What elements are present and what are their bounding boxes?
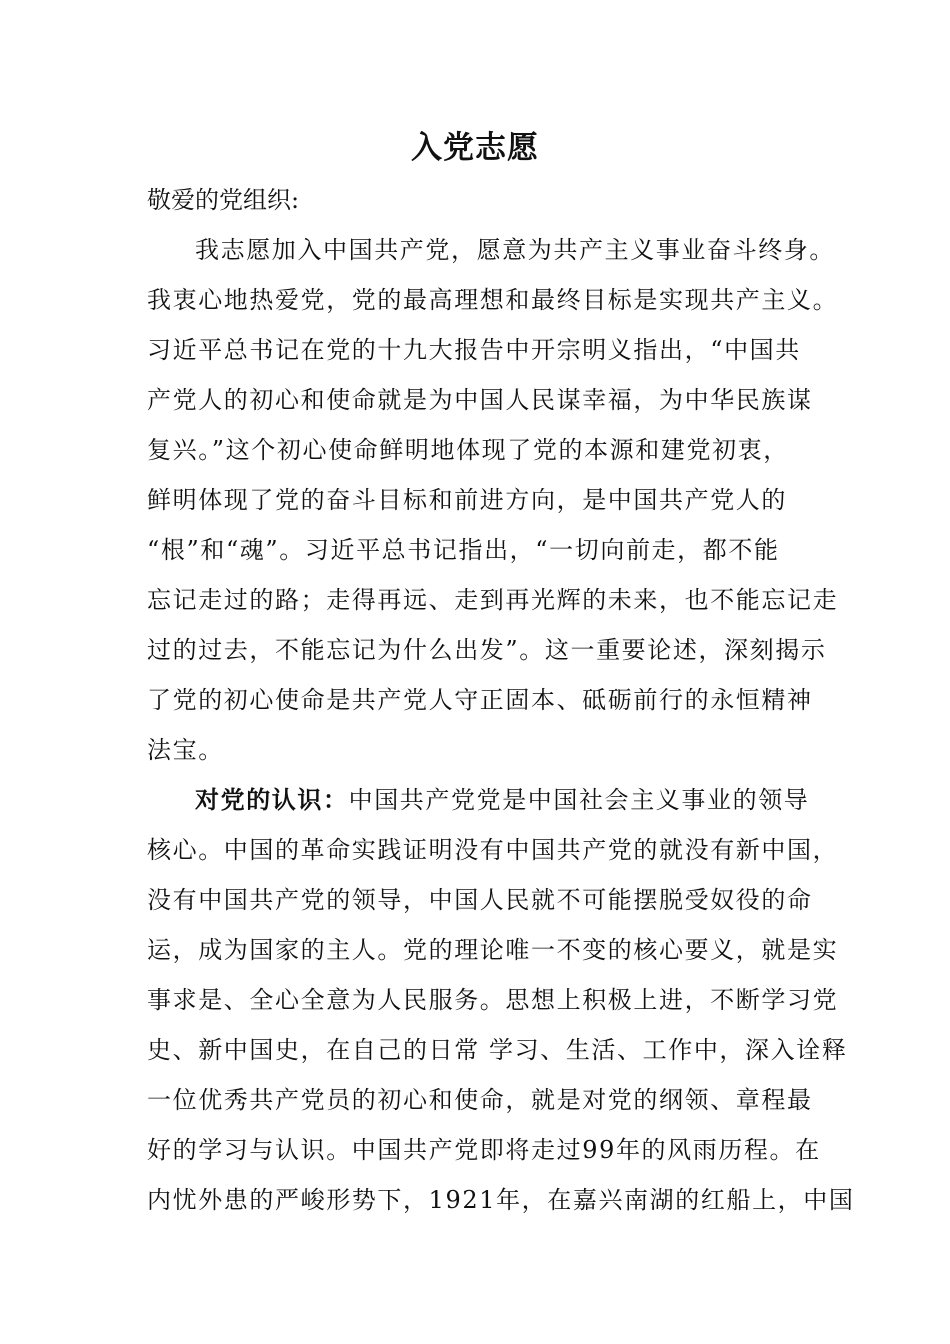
paragraph-line: 我衷心地热爱党，党的最高理想和最终目标是实现共产主义。 bbox=[147, 286, 839, 314]
paragraph-line: “根”和“魂”。习近平总书记指出，“一切向前走，都不能 bbox=[147, 536, 780, 564]
paragraph-line: 过的过去，不能忘记为什么出发”。这一重要论述，深刻揭示 bbox=[147, 636, 827, 664]
salutation: 敬爱的党组织: bbox=[147, 186, 300, 214]
paragraph-line: 没有中国共产党的领导，中国人民就不可能摆脱受奴役的命 bbox=[147, 886, 813, 914]
paragraph-line: 事求是、全心全意为人民服务。思想上积极上进，不断学习党 bbox=[147, 986, 839, 1014]
paragraph-line: 鲜明体现了党的奋斗目标和前进方向，是中国共产党人的 bbox=[147, 486, 787, 514]
paragraph-first-line bbox=[195, 780, 875, 820]
paragraph-line: 史、新中国史，在自己的日常 学习、生活、工作中，深入诠释 bbox=[147, 1036, 848, 1064]
paragraph-line: 习近平总书记在党的十九大报告中开宗明义指出，“中国共 bbox=[147, 336, 801, 364]
paragraph-line: 运，成为国家的主人。党的理论唯一不变的核心要义，就是实 bbox=[147, 936, 839, 964]
paragraph-line: 复兴。”这个初心使命鲜明地体现了党的本源和建党初衷， bbox=[147, 436, 789, 464]
paragraph-line: 法宝。 bbox=[147, 736, 224, 764]
section-lead-heading: 对党的认识： bbox=[195, 786, 349, 814]
paragraph-line: 好的学习与认识。中国共产党即将走过99年的风雨历程。在 bbox=[147, 1136, 821, 1164]
paragraph-line: 一位优秀共产党员的初心和使命，就是对党的纲领、章程最 bbox=[147, 1086, 813, 1114]
paragraph-line: 核心。中国的革命实践证明没有中国共产党的就没有新中国， bbox=[147, 836, 839, 864]
document-title: 入党志愿 bbox=[411, 130, 539, 166]
paragraph-line: 产党人的初心和使命就是为中国人民谋幸福，为中华民族谋 bbox=[147, 386, 813, 414]
paragraph-line-text: 中国共产党党是中国社会主义事业的领导 bbox=[348, 786, 810, 814]
paragraph-line: 忘记走过的路；走得再远、走到再光辉的未来，也不能忘记走 bbox=[147, 586, 839, 614]
paragraph-line: 我志愿加入中国共产党，愿意为共产主义事业奋斗终身。 bbox=[195, 236, 835, 264]
paragraph-line: 了党的初心使命是共产党人守正固本、砥砺前行的永恒精神 bbox=[147, 686, 813, 714]
paragraph-line: 内忧外患的严峻形势下，1921年，在嘉兴南湖的红船上，中国 bbox=[147, 1186, 855, 1214]
